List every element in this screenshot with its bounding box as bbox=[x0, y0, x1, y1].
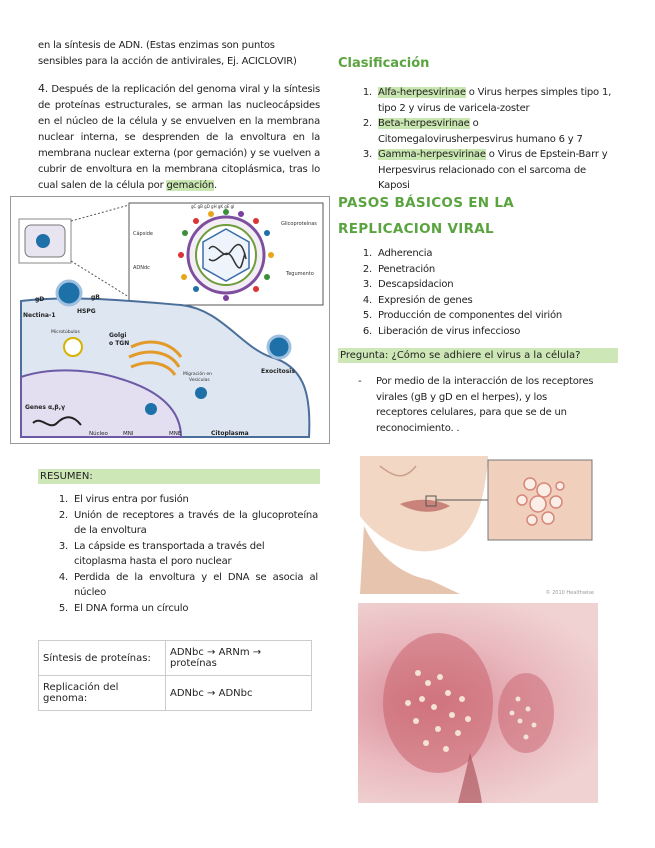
replication-figure bbox=[10, 196, 330, 444]
virion-nucleus-1 bbox=[145, 403, 157, 415]
list-item bbox=[52, 539, 318, 570]
resumen-item-text: La cápside es transportada a través del citoplasma hasta el poro nuclear bbox=[74, 540, 265, 567]
paso-text: Producción de componentes del virión bbox=[378, 310, 563, 321]
table-row bbox=[39, 676, 312, 711]
intro-text: en la síntesis de ADN. (Estas enzimas son puntos sensibles para la acción de antivirales, Ej. ACICLOVIR) bbox=[38, 40, 297, 67]
resumen-title: RESUMEN: bbox=[40, 471, 93, 482]
table-cell-label: Síntesis de proteínas: bbox=[39, 641, 166, 676]
paso-text: Penetración bbox=[378, 263, 436, 275]
list-item bbox=[356, 293, 616, 309]
clasificacion-item-name: Gamma-herpesvirinae bbox=[378, 149, 486, 160]
label-golgi: Golgi bbox=[109, 332, 127, 339]
resumen-item-text: Unión de receptores a través de la glucoproteína de la envoltura bbox=[74, 509, 318, 536]
paso-num: 1. bbox=[362, 248, 372, 259]
herpes-face-illustration bbox=[360, 456, 598, 594]
clasificacion-list bbox=[356, 85, 616, 194]
pasos-list bbox=[356, 246, 616, 339]
label-nucleo: Núcleo bbox=[89, 431, 108, 437]
summary-table bbox=[38, 640, 312, 711]
paso-num: 5. bbox=[362, 310, 372, 321]
table-row bbox=[39, 641, 312, 676]
rash-left bbox=[383, 633, 493, 773]
list-item bbox=[52, 492, 318, 508]
pasos-title: PASOS BÁSICOS EN LA REPLICACION VIRAL bbox=[338, 195, 514, 237]
clasificacion-item-rest: o Virus de Epstein-Barr y Herpesvirus relacionado con el sarcoma de Kaposi bbox=[378, 149, 608, 191]
list-item bbox=[356, 277, 616, 293]
resumen-item-num: 5. bbox=[58, 602, 68, 614]
label-genes: Genes α,β,γ bbox=[25, 404, 66, 411]
intro-paragraph bbox=[38, 38, 320, 70]
clasificacion-item-num: 2. bbox=[362, 118, 372, 129]
paso-num: 3. bbox=[362, 279, 372, 290]
label-citoplasma: Citoplasma bbox=[211, 430, 249, 437]
resumen-item-text: El DNA forma un círculo bbox=[74, 602, 189, 614]
list-item bbox=[356, 262, 616, 278]
resumen-item-num: 1. bbox=[58, 494, 68, 505]
table-cell-value: ADNbc → ARNm → proteínas bbox=[166, 641, 312, 676]
replication-diagram bbox=[11, 197, 329, 443]
resumen-title-bar bbox=[38, 469, 320, 484]
list-item bbox=[356, 246, 616, 262]
paso-text: Descapsidacion bbox=[378, 279, 454, 290]
label-golgi-tgn: o TGN bbox=[109, 340, 130, 347]
paso-text: Adherencia bbox=[378, 248, 433, 259]
list-item bbox=[356, 85, 616, 116]
list-item bbox=[52, 570, 318, 601]
respuesta-text: Por medio de la interacción de los receptores virales (gB y gD en el herpes), y los receptores celulares, para que se de un reconocimiento. . bbox=[376, 376, 594, 434]
paragraph-4-end: . bbox=[214, 180, 217, 191]
paso-text: Expresión de genes bbox=[378, 294, 473, 306]
resumen-item-text: Perdida de la envoltura y el DNA se asocia al núcleo bbox=[74, 571, 318, 598]
label-migracion-2: Vesículas bbox=[189, 378, 210, 383]
face-svg bbox=[360, 456, 598, 594]
paragraph-4-number: 4. bbox=[38, 82, 49, 95]
label-adndc: ADNdc bbox=[133, 265, 150, 271]
table-cell-label: Replicación del genoma: bbox=[39, 676, 166, 711]
label-gd: gD bbox=[35, 296, 45, 303]
label-mni: MNI bbox=[123, 431, 134, 437]
paso-num: 4. bbox=[362, 294, 372, 306]
paso-num: 6. bbox=[362, 325, 372, 337]
pregunta-text: Pregunta: ¿Cómo se adhiere el virus a la célula? bbox=[340, 350, 581, 361]
highlight-gemacion: gemación bbox=[166, 180, 214, 191]
clasificacion-item-rest: o Virus herpes simples tipo 1, tipo 2 y virus de varicela-zoster bbox=[378, 87, 612, 114]
table-cell-value: ADNbc → ADNbc bbox=[166, 676, 312, 711]
list-item bbox=[52, 601, 318, 617]
label-glicoproteinas: Glicoproteínas bbox=[281, 221, 317, 227]
pregunta-bar bbox=[338, 348, 618, 363]
clasificacion-item-num: 3. bbox=[362, 149, 372, 160]
resumen-item-text: El virus entra por fusión bbox=[74, 494, 189, 505]
list-item bbox=[356, 147, 616, 194]
paso-text: Liberación de virus infeccioso bbox=[378, 325, 521, 337]
virion-nucleus-2 bbox=[195, 387, 207, 399]
resumen-item-num: 3. bbox=[58, 540, 68, 552]
label-migracion: Migración en bbox=[183, 372, 212, 377]
clasificacion-item-num: 1. bbox=[362, 87, 372, 98]
label-microtubulos: Microtúbulos bbox=[51, 330, 80, 335]
photo-credit: © 2010 Healthwise bbox=[545, 590, 594, 596]
label-capside: Cápside bbox=[133, 231, 153, 237]
herpes-rash-photo bbox=[358, 603, 598, 803]
virion-cytoplasm bbox=[64, 338, 82, 356]
resumen-list bbox=[52, 492, 318, 616]
label-tegumento: Tegumento bbox=[286, 271, 314, 277]
clasificacion-item-rest: o Citomegalovirusherpesvirus humano 6 y 7 bbox=[378, 118, 583, 145]
paragraph-4 bbox=[38, 81, 320, 194]
list-item bbox=[356, 116, 616, 147]
paso-num: 2. bbox=[362, 263, 372, 275]
clasificacion-title: Clasificación bbox=[338, 56, 430, 71]
virion-entry bbox=[57, 281, 81, 305]
cell-thumbnail-nucleus bbox=[36, 234, 50, 248]
clasificacion-item-name: Beta-herpesvirinae bbox=[378, 118, 470, 129]
respuesta-bullet: - bbox=[358, 376, 362, 387]
list-item bbox=[356, 308, 616, 324]
list-item bbox=[356, 324, 616, 340]
clasificacion-item-name: Alfa-herpesvirinae bbox=[378, 87, 466, 98]
rash-right bbox=[498, 673, 554, 753]
paragraph-4-text: Después de la replicación del genoma viral y la síntesis de proteínas estructurales, se arman las nucleocápsides en el núcleo de la célula y se envuelven en la membrana nuclear interna, se desprenden de la envoltura en la membrana nuclear externa (por gemación) y se vuelven a cubrir de envoltura en la membrana citoplásmica, tras lo cual salen de la célula por bbox=[38, 84, 320, 191]
label-gb: gB bbox=[91, 294, 100, 301]
list-item bbox=[52, 508, 318, 539]
zoom-line-1 bbox=[71, 205, 129, 221]
virion-exocytosis bbox=[268, 336, 290, 358]
rash-svg bbox=[358, 603, 598, 803]
label-hspg: HSPG bbox=[77, 308, 96, 315]
label-nectina: Nectina-1 bbox=[23, 312, 56, 319]
label-mne: MNE bbox=[169, 431, 182, 437]
resumen-item-num: 4. bbox=[58, 571, 68, 583]
label-glyco-top: gC gB gD gH gK gE gI bbox=[191, 204, 235, 209]
label-exocitosis: Exocitosis bbox=[261, 368, 295, 375]
resumen-item-num: 2. bbox=[58, 509, 68, 521]
